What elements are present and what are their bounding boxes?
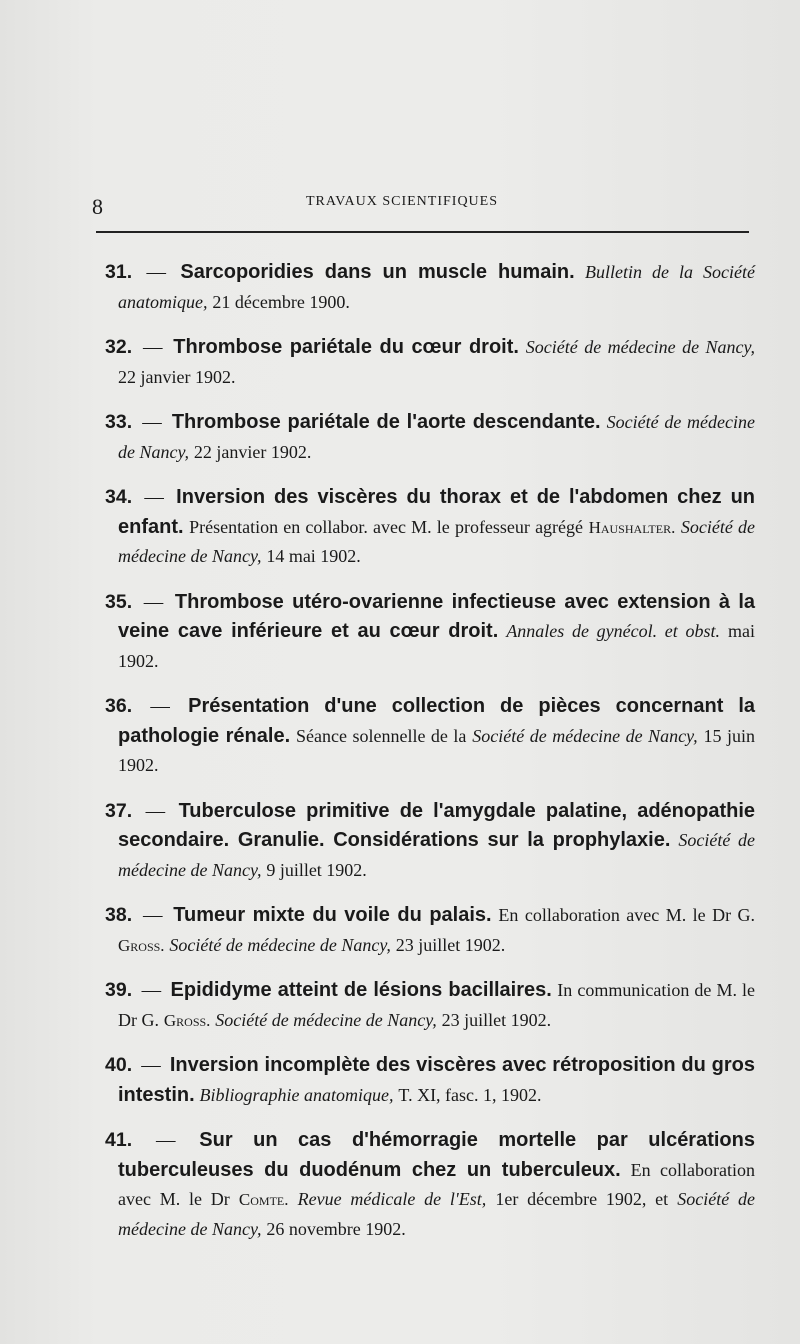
entry-source-secondary: Société de médecine de Nancy, xyxy=(118,1189,756,1239)
entry-person: Haushalter. xyxy=(588,517,676,537)
entry-date: 23 juillet 1902. xyxy=(441,1009,552,1030)
entry-date: 23 juillet 1902. xyxy=(395,934,506,955)
publication-entry xyxy=(105,483,755,572)
entry-dash: — xyxy=(145,800,166,822)
entry-date: mai 1902. xyxy=(118,621,755,671)
entry-person: Comte. xyxy=(238,1190,289,1209)
entry-title: Inversion des viscères du thorax et de l'abdomen chez un enfant. xyxy=(118,486,756,538)
entry-date: 14 mai 1902. xyxy=(266,546,361,566)
entry-source: Annales de gynécol. et obst. xyxy=(506,621,720,641)
entry-dash: — xyxy=(155,1130,176,1151)
entry-title: Inversion incomplète des viscères avec rétroposition du gros intestin. xyxy=(118,1054,755,1106)
entry-number: 40. xyxy=(105,1054,133,1076)
publication-list xyxy=(105,258,755,1260)
entry-note: En collaboration avec M. le Dr xyxy=(118,1159,756,1209)
entry-source: Société de médecine de Nancy, xyxy=(472,725,698,746)
publication-entry xyxy=(105,1126,755,1244)
entry-source: Société de médecine de Nancy, xyxy=(525,337,756,357)
entry-date: 21 décembre 1900. xyxy=(212,291,350,312)
entry-source: Bulletin de la Société anatomique, xyxy=(118,262,755,312)
entry-source: Bibliographie anatomique, xyxy=(199,1084,394,1105)
entry-title: Sarcoporidies dans un muscle humain. xyxy=(180,261,575,283)
entry-number: 33. xyxy=(105,411,133,433)
entry-number: 41. xyxy=(105,1129,133,1151)
entry-number: 31. xyxy=(105,261,133,283)
page-number: 8 xyxy=(92,194,103,219)
entry-source: Société de médecine de Nancy, xyxy=(118,412,755,462)
entry-dash: — xyxy=(144,487,164,508)
entry-date: 9 juillet 1902. xyxy=(266,859,367,880)
entry-title: Présentation d'une collection de pièces concernant la pathologie rénale. xyxy=(118,695,756,747)
header-rule xyxy=(96,231,749,233)
entry-title: Tumeur mixte du voile du palais. xyxy=(173,904,492,926)
entry-source: Société de médecine de Nancy, xyxy=(169,934,391,955)
entry-dash: — xyxy=(146,262,166,283)
entry-source: Revue médicale de l'Est, xyxy=(297,1189,487,1209)
entry-number: 34. xyxy=(105,486,133,508)
entry-note: Présentation en collabor. avec M. le professeur agrégé xyxy=(189,516,584,537)
entry-date-secondary: 26 novembre 1902. xyxy=(266,1218,406,1239)
entry-dash: — xyxy=(142,905,163,926)
publication-entry xyxy=(105,588,755,677)
entry-dash: — xyxy=(142,337,163,358)
publication-entry xyxy=(105,258,755,317)
publication-entry xyxy=(105,692,755,781)
entry-dash: — xyxy=(143,591,164,613)
entry-number: 39. xyxy=(105,979,133,1001)
entry-note: En collaboration avec M. le Dr G. xyxy=(498,905,756,925)
publication-entry xyxy=(105,901,755,960)
entry-title: Epididyme atteint de lésions bacillaires. xyxy=(170,979,552,1001)
entry-title: Sur un cas d'hémorragie mortelle par ulcérations tuberculeuses du duodénum chez un tuberculeux. xyxy=(118,1129,755,1181)
entry-number: 35. xyxy=(105,590,133,613)
entry-source: Société de médecine de Nancy, xyxy=(118,830,755,880)
entry-date: T. XI, fasc. 1, 1902. xyxy=(398,1084,542,1105)
entry-date: 22 janvier 1902. xyxy=(193,441,312,462)
entry-date: 15 juin 1902. xyxy=(118,725,756,775)
entry-person: Gross. xyxy=(118,935,165,955)
entry-title: Thrombose utéro-ovarienne infectieuse avec extension à la veine cave inférieure et au cœur droit. xyxy=(118,590,755,642)
entry-number: 37. xyxy=(105,799,133,822)
entry-source: Société de médecine de Nancy, xyxy=(215,1009,437,1030)
entry-person: Gross. xyxy=(163,1010,211,1030)
entry-number: 38. xyxy=(105,904,133,926)
entry-number: 36. xyxy=(105,695,133,717)
publication-entry xyxy=(105,976,755,1035)
entry-date: 1er décembre 1902, et xyxy=(495,1189,669,1209)
publication-entry xyxy=(105,1051,755,1110)
entry-number: 32. xyxy=(105,336,133,358)
entry-title: Thrombose pariétale de l'aorte descendante. xyxy=(171,411,601,433)
entry-note: Séance solennelle de la xyxy=(296,725,467,746)
entry-dash: — xyxy=(142,412,162,433)
entry-note: In communication de M. le Dr G. xyxy=(118,980,756,1030)
entry-dash: — xyxy=(141,1055,161,1076)
entry-dash: — xyxy=(141,980,162,1001)
entry-date: 22 janvier 1902. xyxy=(118,366,236,387)
entry-title: Thrombose pariétale du cœur droit. xyxy=(173,336,519,358)
page-header xyxy=(92,186,747,222)
entry-dash: — xyxy=(150,696,170,717)
entry-source: Société de médecine de Nancy, xyxy=(118,516,755,566)
publication-entry xyxy=(105,797,755,886)
publication-entry xyxy=(105,333,755,392)
running-title: TRAVAUX SCIENTIFIQUES xyxy=(306,194,499,209)
publication-entry xyxy=(105,408,755,467)
entry-title: Tuberculose primitive de l'amygdale palatine, adénopathie secondaire. Granulie. Considérations sur la prophylaxie. xyxy=(118,799,756,851)
